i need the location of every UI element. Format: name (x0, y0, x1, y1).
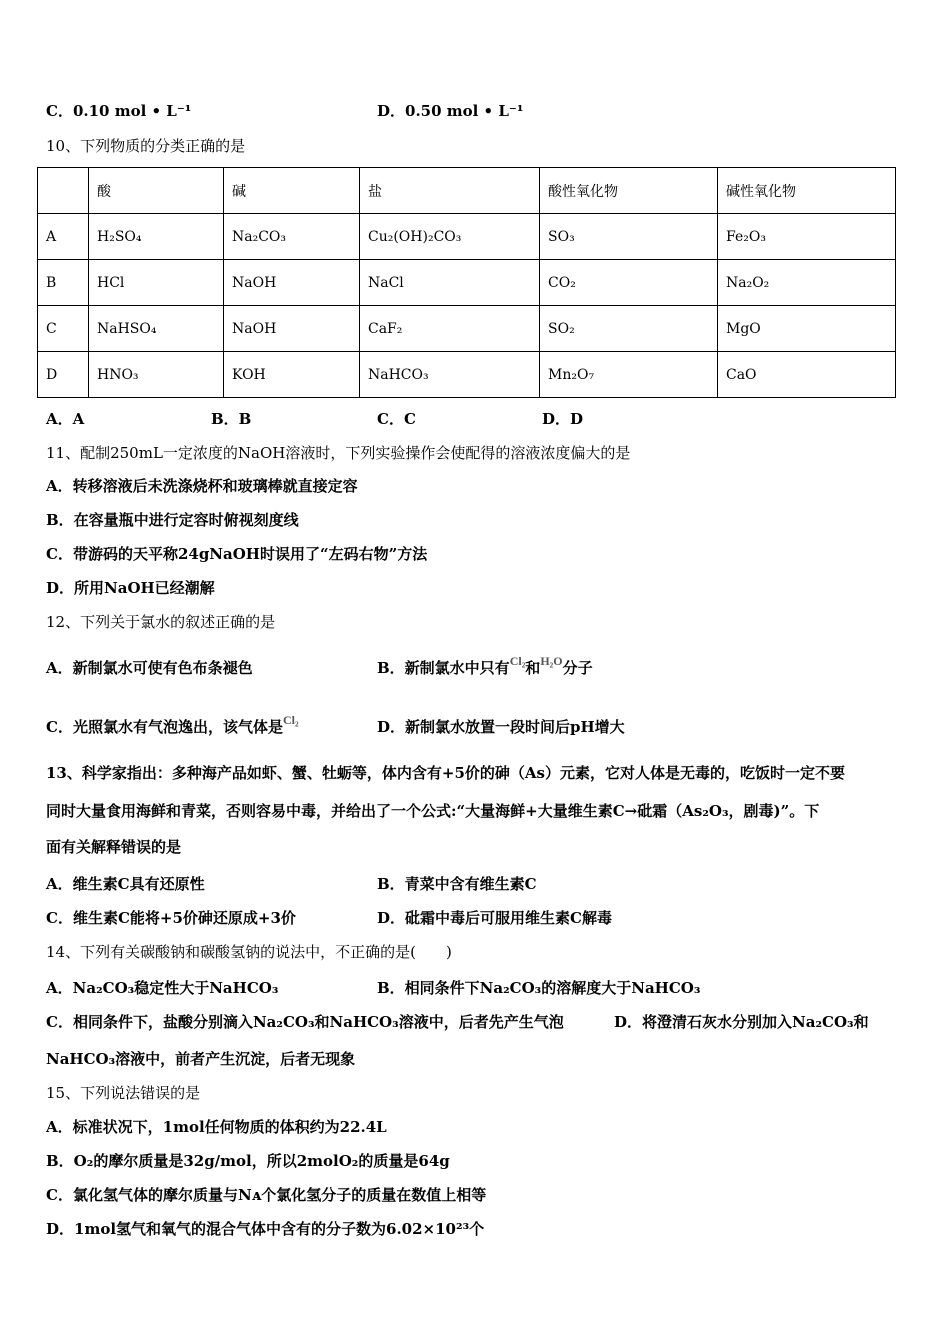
table-header-cell: 酸 (89, 168, 224, 214)
table-cell: NaOH (224, 306, 360, 352)
q14-option-a: A．Na₂CO₃稳定性大于NaHCO₃ (46, 979, 279, 997)
q10-option-b: B．B (211, 410, 252, 428)
table-cell: D (38, 352, 89, 398)
table-cell: NaHCO₃ (360, 352, 540, 398)
table-header-cell: 碱 (224, 168, 360, 214)
q10-option-a: A．A (46, 410, 85, 428)
q10-option-d: D．D (542, 410, 584, 428)
table-cell: SO₃ (540, 214, 718, 260)
table-cell: C (38, 306, 89, 352)
q12-b-end: 分子 (562, 659, 593, 677)
q10-option-c: C．C (377, 410, 416, 428)
table-cell: Cu₂(OH)₂CO₃ (360, 214, 540, 260)
table-cell: KOH (224, 352, 360, 398)
table-cell: B (38, 260, 89, 306)
q9-option-d: D．0.50 mol • L⁻¹ (377, 102, 524, 120)
table-header-cell: 盐 (360, 168, 540, 214)
q12-stem: 12、下列关于氯水的叙述正确的是 (46, 613, 276, 631)
q15-option-d: D．1mol氢气和氧气的混合气体中含有的分子数为6.02×10²³个 (46, 1220, 485, 1238)
q12-b-and: 和 (525, 659, 541, 677)
q13-option-c: C．维生素C能将+5价砷还原成+3价 (46, 909, 296, 927)
table-cell: HNO₃ (89, 352, 224, 398)
table-row (38, 352, 896, 398)
q12-b-text: B．新制氯水中只有 (377, 659, 510, 677)
q14-option-b: B．相同条件下Na₂CO₃的溶解度大于NaHCO₃ (377, 979, 701, 997)
table-cell: NaCl (360, 260, 540, 306)
q15-stem: 15、下列说法错误的是 (46, 1084, 201, 1102)
table-header-cell: 碱性氧化物 (718, 168, 896, 214)
q12-c-text: C．光照氯水有气泡逸出，该气体是 (46, 718, 283, 736)
table-cell: H₂SO₄ (89, 214, 224, 260)
q13-stem-line: 面有关解释错误的是 (46, 838, 182, 856)
table-cell: Mn₂O₇ (540, 352, 718, 398)
q12-option-b (377, 654, 593, 679)
q14-stem: 14、下列有关碳酸钠和碳酸氢钠的说法中，不正确的是( ) (46, 943, 452, 961)
q11-stem: 11、配制250mL一定浓度的NaOH溶液时，下列实验操作会使配得的溶液浓度偏大的是 (46, 444, 631, 462)
q11-option-d: D．所用NaOH已经潮解 (46, 579, 215, 597)
table-header-cell (38, 168, 89, 214)
table-cell: A (38, 214, 89, 260)
table-cell: NaOH (224, 260, 360, 306)
q15-option-a: A．标准状况下，1mol任何物质的体积约为22.4L (46, 1118, 387, 1136)
table-cell: Na₂CO₃ (224, 214, 360, 260)
q14-option-d-cont: NaHCO₃溶液中，前者产生沉淀，后者无现象 (46, 1050, 356, 1068)
q13-stem-line: 13、科学家指出：多种海产品如虾、蟹、牡蛎等，体内含有+5价的砷（As）元素，它对人体是无毒的，吃饭时一定不要 (46, 764, 845, 782)
table-header-cell: 酸性氧化物 (540, 168, 718, 214)
q11-option-a: A．转移溶液后未洗涤烧杯和玻璃棒就直接定容 (46, 477, 358, 495)
q9-option-c: C．0.10 mol • L⁻¹ (46, 102, 192, 120)
q15-option-b: B．O₂的摩尔质量是32g/mol，所以2molO₂的质量是64g (46, 1152, 450, 1170)
q10-stem: 10、下列物质的分类正确的是 (46, 137, 246, 155)
q14-option-d: D．将澄清石灰水分别加入Na₂CO₃和 (614, 1013, 869, 1031)
q11-option-c: C．带游码的天平称24gNaOH时误用了“左码右物”方法 (46, 545, 428, 563)
q12-option-d: D．新制氯水放置一段时间后pH增大 (377, 718, 625, 736)
q15-option-c: C．氯化氢气体的摩尔质量与Nᴀ个氯化氢分子的质量在数值上相等 (46, 1186, 487, 1204)
table-cell: NaHSO₄ (89, 306, 224, 352)
table-row (38, 306, 896, 352)
table-cell: Fe₂O₃ (718, 214, 896, 260)
q11-option-b: B．在容量瓶中进行定容时俯视刻度线 (46, 511, 299, 529)
table-cell: MgO (718, 306, 896, 352)
table-row (38, 214, 896, 260)
h2o-formula: H₂O (540, 654, 563, 668)
q13-option-b: B．青菜中含有维生素C (377, 875, 537, 893)
table-cell: CaF₂ (360, 306, 540, 352)
q13-option-d: D．砒霜中毒后可服用维生素C解毒 (377, 909, 612, 927)
q14-option-c: C．相同条件下，盐酸分别滴入Na₂CO₃和NaHCO₃溶液中，后者先产生气泡 (46, 1013, 564, 1031)
table-row (38, 260, 896, 306)
table-cell: HCl (89, 260, 224, 306)
table-cell: Na₂O₂ (718, 260, 896, 306)
q13-stem-line: 同时大量食用海鲜和青菜，否则容易中毒，并给出了一个公式:“大量海鲜+大量维生素C→砒霜（As₂O₃，剧毒)”。下 (46, 802, 820, 820)
table-cell: CaO (718, 352, 896, 398)
cl2-formula: Cl₂ (282, 713, 299, 727)
q13-option-a: A．维生素C具有还原性 (46, 875, 205, 893)
q12-option-c (46, 713, 299, 738)
table-cell: SO₂ (540, 306, 718, 352)
table-cell: CO₂ (540, 260, 718, 306)
classification-table (37, 167, 896, 398)
table-header-row (38, 168, 896, 214)
cl2-formula: Cl₂ (509, 654, 526, 668)
q12-option-a: A．新制氯水可使有色布条褪色 (46, 659, 253, 677)
